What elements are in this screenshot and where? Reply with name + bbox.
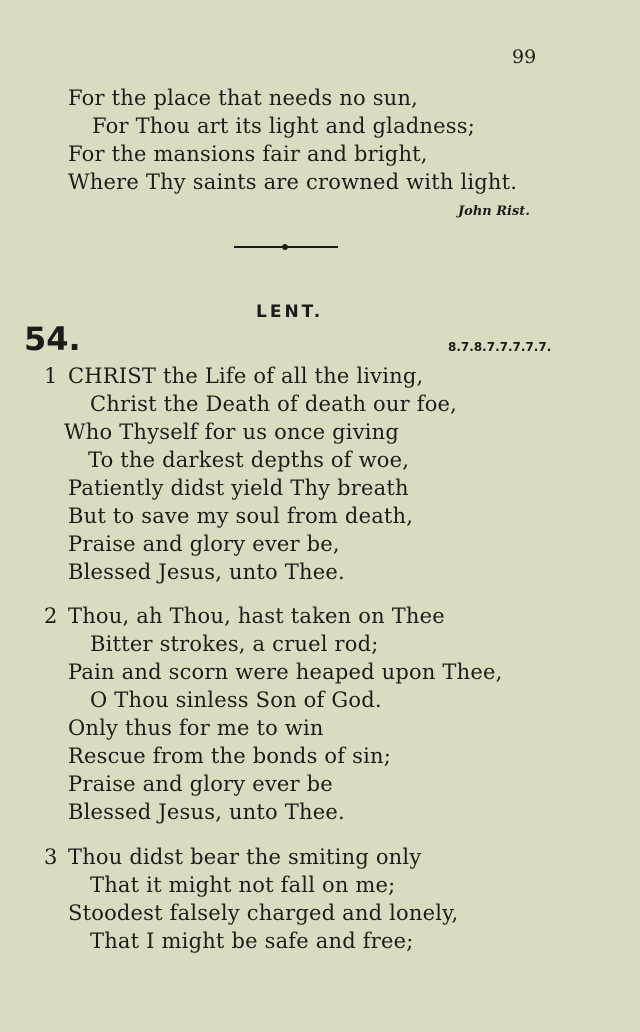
verse-line: Thou didst bear the smiting only <box>68 845 422 869</box>
verse-line: Patiently didst yield Thy breath <box>68 476 409 500</box>
prev-hymn-line: For the place that needs no sun, <box>68 86 419 110</box>
divider-ornament <box>282 244 288 250</box>
verse-line: To the darkest depths of woe, <box>88 448 410 472</box>
verse-number: 3 <box>44 845 58 869</box>
verse-line: Thou, ah Thou, hast taken on Thee <box>68 604 445 628</box>
verse-line: Blessed Jesus, unto Thee. <box>68 800 345 824</box>
prev-hymn-line: For the mansions fair and bright, <box>68 142 428 166</box>
hymn-meter: 8.7.8.7.7.7.7.7. <box>448 340 552 354</box>
verse-line: CHRIST the Life of all the living, <box>68 364 424 388</box>
prev-hymn-line: For Thou art its light and gladness; <box>92 114 476 138</box>
verse-line: Praise and glory ever be, <box>68 532 340 556</box>
verse-line: Praise and glory ever be <box>68 772 333 796</box>
verse-number: 1 <box>44 364 58 388</box>
page-number: 99 <box>512 46 537 68</box>
verse-line: Rescue from the bonds of sin; <box>68 744 392 768</box>
verse-number: 2 <box>44 604 58 628</box>
verse-line: But to save my soul from death, <box>68 504 414 528</box>
verse-line: Blessed Jesus, unto Thee. <box>68 560 345 584</box>
verse-line: Who Thyself for us once giving <box>64 420 400 444</box>
prev-hymn-line: Where Thy saints are crowned with light. <box>68 170 518 194</box>
verse-line: Christ the Death of death our foe, <box>90 392 458 416</box>
verse-line: Stoodest falsely charged and lonely, <box>68 901 459 925</box>
hymn-attribution: John Rist. <box>458 204 530 219</box>
hymn-number: 54. <box>24 320 81 358</box>
verse-line: That I might be safe and free; <box>90 929 414 953</box>
verse-line: Pain and scorn were heaped upon Thee, <box>68 660 503 684</box>
verse-line: That it might not fall on me; <box>90 873 396 897</box>
section-heading: LENT. <box>256 302 324 322</box>
verse-line: Only thus for me to win <box>68 716 324 740</box>
verse-line: O Thou sinless Son of God. <box>90 688 382 712</box>
verse-line: Bitter strokes, a cruel rod; <box>90 632 379 656</box>
